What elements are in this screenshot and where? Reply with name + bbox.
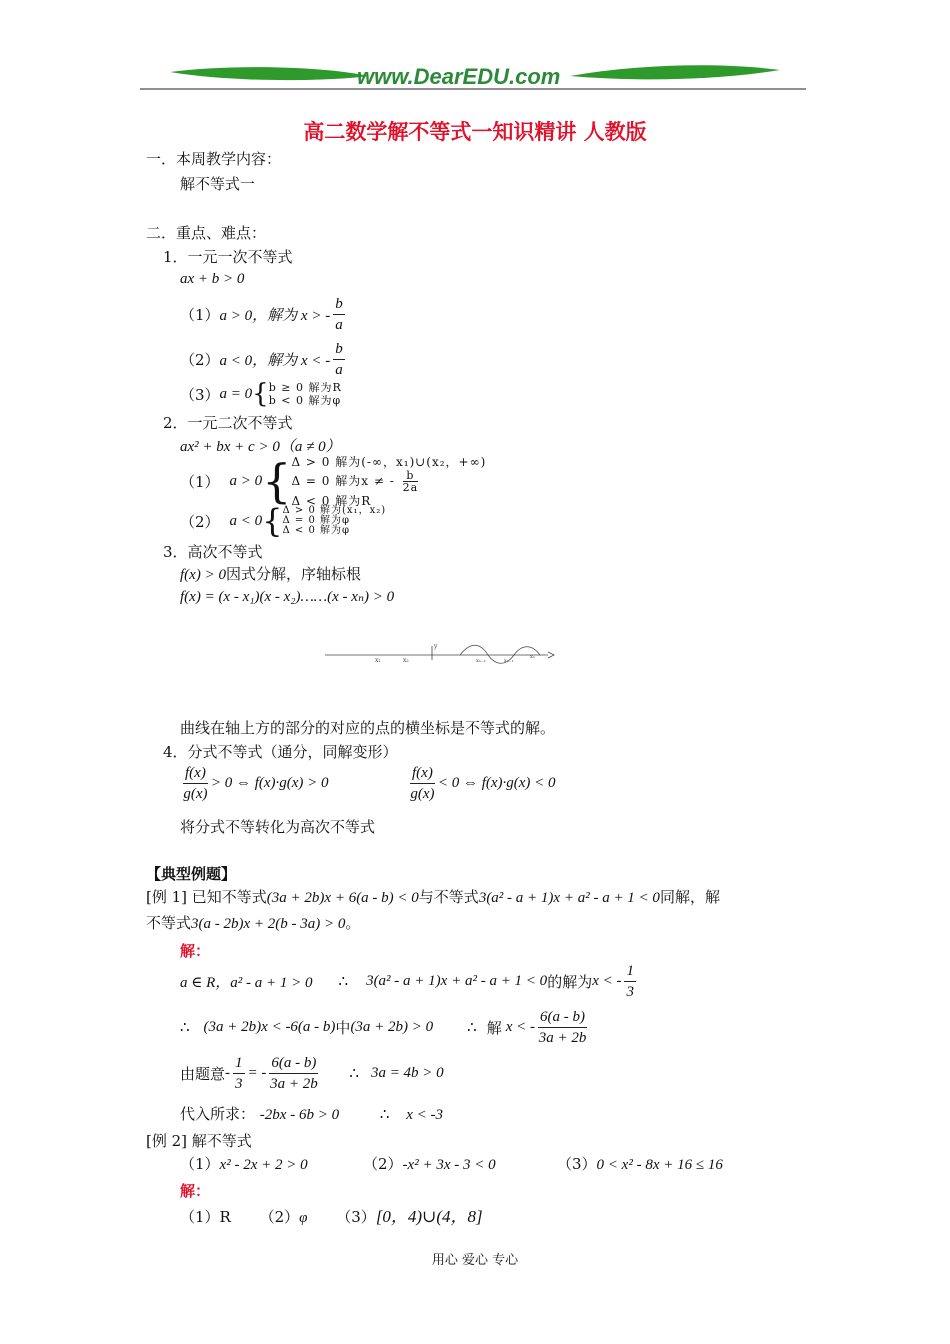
item4-f1-den: g(x)	[183, 785, 208, 802]
item1-case3-cond: a = 0	[219, 385, 253, 402]
item2-case2-brace: {	[262, 502, 283, 540]
ex1-s3-fraction2	[269, 1053, 318, 1094]
ex1-s3b: -	[225, 1064, 231, 1081]
ex2-a2-label: （2）	[259, 1208, 300, 1226]
ex1-s3d: ∴	[349, 1064, 359, 1082]
item1-case1	[180, 292, 348, 336]
item2-case1-line2: Δ = 0 解为x ≠ -	[291, 473, 395, 488]
ex2-p2: -x² + 3x - 3 < 0	[402, 1157, 496, 1173]
item4-title: 4．分式不等式（通分，同解变形）	[163, 743, 398, 761]
ex1-s2g: x < -	[505, 1018, 536, 1035]
ex2-problem2	[363, 1153, 496, 1174]
item1-case1-den: a	[335, 316, 343, 333]
item2-case1-cond: a > 0	[229, 472, 263, 489]
item1-case2-num: b	[333, 339, 345, 360]
ex2-answers	[180, 1202, 483, 1227]
item4-formula2	[407, 760, 556, 806]
item2-formula: ax² + bx + c > 0（a ≠ 0）	[180, 439, 341, 455]
item1-case1-fraction	[333, 294, 345, 335]
axis-label-xn2: xₙ₋₂	[476, 658, 486, 664]
item2-case1-fraction	[403, 470, 419, 493]
ex1-sol-step1	[180, 958, 639, 1004]
item4-f1-num: f(x)	[183, 763, 208, 784]
ex2-a1: R	[219, 1208, 231, 1226]
ex2-p3-label: （3）	[557, 1155, 597, 1173]
item2-case2	[180, 502, 387, 540]
item1-case2-cond: a < 0，解为 x < -	[219, 352, 331, 369]
ex1-line1a: [例 1] 已知不等式	[146, 888, 267, 906]
item3-line1	[180, 563, 361, 584]
axis-label-xn: xₙ	[530, 654, 535, 660]
item2-case1-line2-wrap	[291, 470, 486, 493]
ex1-s2e: ∴	[467, 1018, 477, 1036]
item3-line1-math: f(x) > 0	[180, 567, 226, 583]
ex1-sol-step2	[180, 1004, 590, 1050]
ex1-s3-den1: 3	[235, 1075, 243, 1092]
ex2-problem1	[180, 1153, 308, 1174]
ex2-problem3	[557, 1153, 723, 1174]
ex1-s2c: 中	[335, 1018, 351, 1037]
item3-title: 3．高次不等式	[163, 543, 263, 561]
item1-case2-label: （2）	[180, 350, 220, 369]
item1-case1-num: b	[333, 294, 345, 315]
item1-case3-cases	[269, 381, 342, 407]
ex1-sol-step4	[180, 1103, 443, 1124]
sec1-heading: 一．本周教学内容：	[146, 150, 282, 168]
ex1-s4a: 代入所求：	[180, 1105, 256, 1123]
item1-case2	[180, 337, 348, 381]
ex2-title: [例 2] 解不等式	[146, 1132, 252, 1150]
ex1-s4b: -2bx - 6b > 0	[259, 1107, 340, 1123]
item2-case2-cond: a < 0	[229, 512, 263, 529]
ex1-sol-step3	[180, 1050, 444, 1096]
ex1-s1b: ∴	[338, 972, 349, 990]
ex1-s2b: (3a + 2b)x < -6(a - b)	[203, 1018, 336, 1035]
item2-case1-den: 2a	[402, 480, 419, 494]
ex1-line2c: 。	[345, 914, 361, 932]
item1-formula: ax + b > 0	[180, 271, 245, 287]
item4-f2-den: g(x)	[410, 785, 435, 802]
item3-line2: f(x) = (x - x₁)(x - x₂)……(x - xₙ) > 0	[180, 589, 395, 605]
ex1-s1-den: 3	[626, 983, 634, 1000]
ex1-line1b: (3a + 2b)x + 6(a - b) < 0	[266, 890, 419, 906]
item2-case1-num: b	[403, 470, 419, 482]
item1-title: 1．一元一次不等式	[163, 248, 293, 266]
axis-label-x1: x₁	[375, 657, 381, 664]
ex1-s3a: 由题意	[180, 1064, 226, 1083]
axis-label-y: y	[434, 643, 438, 650]
ex1-s2f: 解	[486, 1018, 502, 1037]
ex1-line1	[146, 886, 720, 907]
sec2-heading: 二．重点、难点：	[146, 224, 267, 242]
ex1-s1c: 3(a² - a + 1)x + a² - a + 1 < 0	[366, 972, 548, 989]
item3-line1-text: 因式分解，序轴标根	[225, 565, 361, 583]
page-footer: 用心 爱心 专心	[431, 1253, 519, 1268]
item2-title: 2．一元二次不等式	[163, 414, 293, 432]
ex2-a3: [0，4)∪(4，8]	[375, 1207, 483, 1226]
ex1-s2-den: 3a + 2b	[538, 1029, 587, 1046]
ex2-a1-label: （1）	[180, 1208, 220, 1226]
item1-case2-den: a	[335, 361, 343, 378]
ex1-s3c: = -	[247, 1064, 267, 1081]
item3-axis-diagram	[320, 640, 560, 670]
ex1-line2a: 不等式	[146, 914, 192, 932]
axis-label-x2: x₂	[403, 657, 409, 664]
item1-case3-brace: {	[252, 379, 269, 409]
sec1-body: 解不等式一	[180, 175, 256, 193]
ex1-s2-fraction	[538, 1007, 587, 1048]
item4-formula1	[180, 760, 329, 806]
item2-case2-line1: Δ > 0 解为(x₁，x₂)	[282, 505, 387, 516]
ex1-s3-num1: 1	[233, 1053, 245, 1074]
item2-case2-label: （2）	[180, 512, 220, 531]
ex1-s1a: a ∈ R，a² - a + 1 > 0	[180, 974, 313, 991]
ex2-solution-label: 解：	[180, 1182, 211, 1200]
item2-case2-line3: Δ < 0 解为φ	[282, 525, 351, 536]
ex2-a3-label: （3）	[336, 1208, 376, 1226]
item1-case3	[180, 380, 342, 408]
ex2-p2-label: （2）	[363, 1155, 403, 1173]
ex1-s3-den2: 3a + 2b	[270, 1075, 318, 1092]
item1-case1-cond: a > 0，解为 x > -	[219, 307, 331, 324]
axis-label-xn1: xₙ₋₁	[504, 658, 514, 664]
item1-case3-line2: b < 0 解为φ	[268, 394, 342, 407]
ex1-line1e: 同解，解	[659, 888, 720, 906]
page-title: 高二数学解不等式一知识精讲 人教版	[303, 119, 647, 144]
item2-case1-line3: Δ < 0 解为R	[291, 493, 372, 508]
item2-case2-cases	[283, 506, 387, 536]
ex2-a2: φ	[299, 1210, 308, 1226]
item1-case1-label: （1）	[180, 305, 220, 324]
ex1-s1-fraction	[624, 961, 636, 1002]
item4-f2-num: f(x)	[410, 763, 435, 784]
item2-case1-brace: {	[262, 454, 292, 508]
item4-f1-rest: > 0 ⇔ f(x)·g(x) > 0	[210, 774, 329, 791]
ex1-line2	[146, 912, 360, 933]
item2-case1-label: （1）	[180, 472, 220, 491]
item2-case2-line2: Δ = 0 解为φ	[282, 515, 351, 526]
ex1-line1d: 3(a² - a + 1)x + a² - a + 1 < 0	[478, 890, 660, 906]
ex1-s2a: ∴	[180, 1018, 190, 1036]
ex1-line2b: 3(a - 2b)x + 2(b - 3a) > 0	[191, 916, 346, 932]
item1-case3-label: （3）	[180, 385, 220, 404]
item1-case2-fraction	[333, 339, 345, 380]
item2-case1-line1: Δ > 0 解为(-∞，x₁)∪(x₂，+∞)	[291, 454, 487, 469]
ex1-solution-label: 解：	[180, 942, 211, 960]
ex1-s3-num2: 6(a - b)	[269, 1053, 318, 1074]
ex2-p3: 0 < x² - 8x + 16 ≤ 16	[596, 1157, 723, 1173]
ex1-s3e: 3a = 4b > 0	[370, 1064, 444, 1081]
ex1-s4c: ∴	[379, 1105, 390, 1123]
item4-f2-fraction	[410, 763, 435, 804]
examples-heading: 【典型例题】	[146, 865, 237, 883]
ex2-p1-label: （1）	[180, 1155, 220, 1173]
ex1-s2-num: 6(a - b)	[538, 1007, 587, 1028]
ex1-s4d: x < -3	[406, 1107, 443, 1123]
item4-f1-fraction	[183, 763, 208, 804]
ex1-s1e: x < -	[592, 972, 622, 989]
item2-case1	[180, 456, 486, 506]
header-site-name: www.DearEDU.com	[357, 64, 561, 89]
item1-case3-line1: b ≥ 0 解为R	[268, 381, 342, 394]
ex1-s1-num: 1	[624, 961, 636, 982]
ex1-s1d: 的解为	[547, 972, 593, 991]
item3-note: 曲线在轴上方的部分的对应的点的横坐标是不等式的解。	[180, 719, 556, 737]
ex1-s2d: (3a + 2b) > 0	[350, 1018, 434, 1035]
ex1-s3-fraction1	[233, 1053, 245, 1094]
ex2-p1: x² - 2x + 2 > 0	[219, 1157, 308, 1173]
item4-note: 将分式不等转化为高次不等式	[180, 818, 376, 836]
ex1-line1c: 与不等式	[418, 888, 479, 906]
item4-f2-rest: < 0 ⇔ f(x)·g(x) < 0	[437, 774, 556, 791]
item2-case1-cases	[291, 454, 486, 509]
